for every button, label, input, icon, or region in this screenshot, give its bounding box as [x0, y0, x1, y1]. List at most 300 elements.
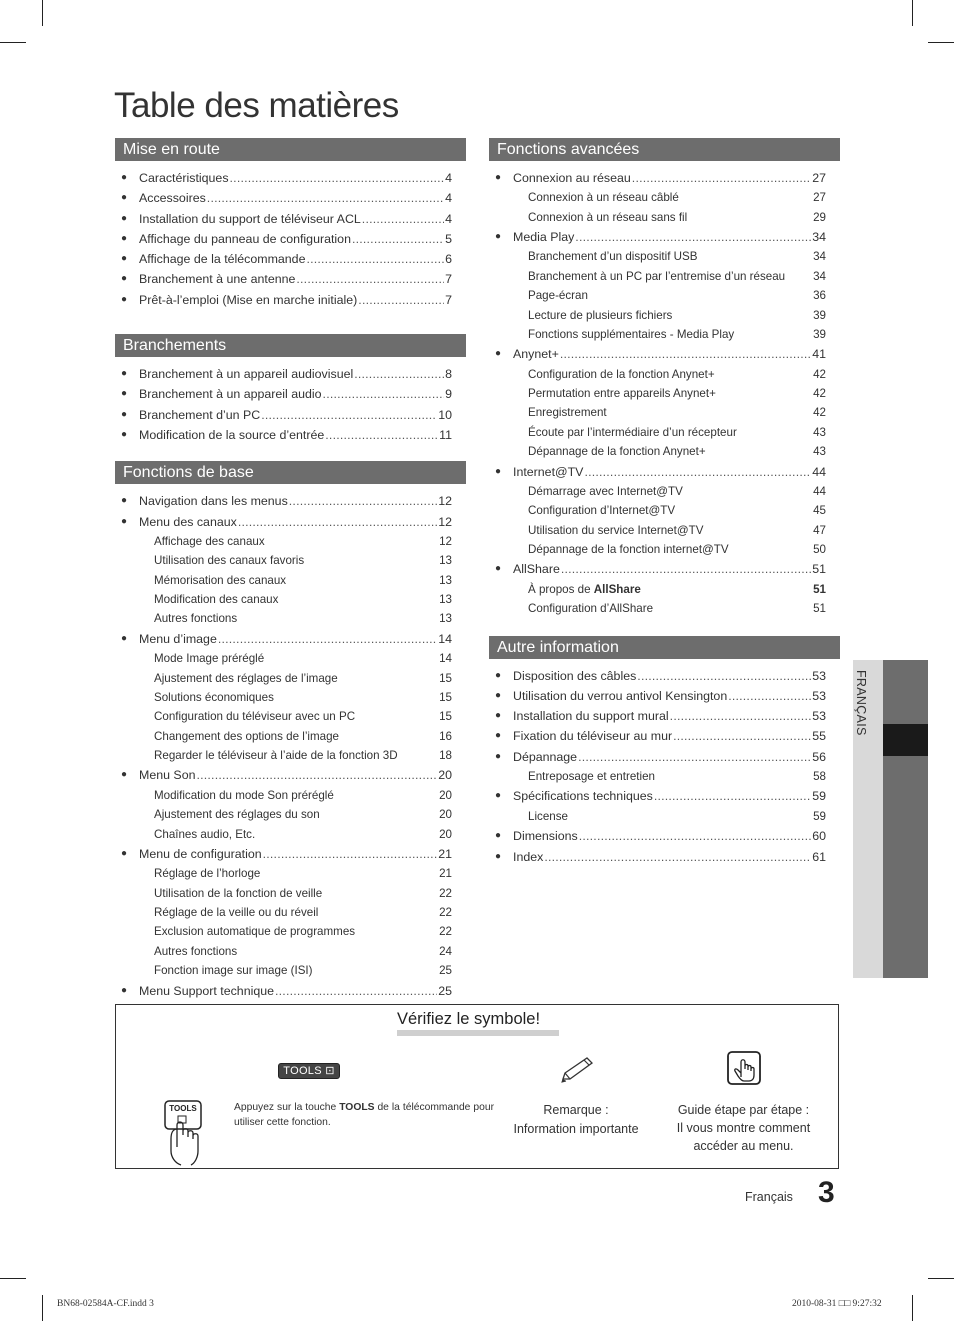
toc-subentry[interactable] [115, 707, 466, 726]
entry-label: Anynet+ [513, 347, 559, 362]
entry-page: 27 [812, 171, 826, 185]
subentry-label: Affichage des canaux [154, 534, 265, 548]
subentry-label: Réglage de l’horloge [154, 867, 261, 881]
subentry-label: Utilisation de la fonction de veille [154, 886, 323, 900]
dot-leader [362, 209, 444, 229]
toc-subentry[interactable] [489, 208, 840, 227]
toc-entry[interactable] [115, 188, 466, 208]
toc-entry[interactable] [115, 512, 466, 532]
toc-entry[interactable] [115, 844, 466, 864]
subentry-label: Configuration d’Internet@TV [528, 504, 676, 518]
toc-subentry[interactable] [489, 423, 840, 442]
toc-subentry[interactable] [115, 551, 466, 570]
subentry-label: Connexion à un réseau sans fil [528, 210, 688, 224]
bullet-icon: ● [121, 192, 128, 204]
subentry-page: 39 [813, 308, 826, 322]
toc-entry[interactable] [115, 765, 466, 785]
bullet-icon: ● [121, 368, 128, 380]
entry-label: Branchement à un appareil audiovisuel [139, 367, 354, 382]
toc-subentry[interactable] [489, 325, 840, 344]
guide-line1: Guide étape par étape : [677, 1103, 810, 1117]
tools-desc-after: de la télécommande pour utiliser cette fonction. [234, 1102, 494, 1128]
entry-label: Accessoires [139, 191, 206, 206]
dot-leader [584, 462, 811, 482]
entry-label: Media Play [513, 230, 575, 245]
entry-label: Prêt-à-l’emploi (Mise en marche initiale) [139, 292, 358, 307]
toc-subentry[interactable] [115, 922, 466, 941]
subentry-page: 42 [813, 406, 826, 420]
toc-subentry[interactable] [489, 767, 840, 786]
subentry-label: Démarrage avec Internet@TV [528, 484, 683, 498]
entry-label: Fixation du téléviseur au mur [513, 729, 673, 744]
toc-subentry[interactable] [489, 306, 840, 325]
dot-leader [637, 666, 811, 686]
entry-page: 12 [438, 514, 452, 529]
toc-subentry[interactable] [489, 247, 840, 266]
crop-mark [928, 42, 954, 43]
dot-leader [289, 491, 437, 511]
subentry-label: Configuration du téléviseur avec un PC [154, 710, 356, 724]
toc-entry[interactable] [115, 269, 466, 289]
toc-entry[interactable] [115, 405, 466, 425]
toc-subentry[interactable] [115, 571, 466, 590]
toc-entry[interactable] [489, 847, 840, 867]
dot-leader [560, 344, 811, 364]
entry-label: Caractéristiques [139, 171, 229, 185]
toc-subentry[interactable] [115, 805, 466, 824]
entry-page: 4 [445, 191, 452, 206]
toc-entry[interactable] [115, 425, 466, 445]
toc-left-column [115, 138, 466, 1001]
bullet-icon: ● [121, 632, 128, 644]
subentry-page: 47 [813, 523, 826, 537]
toc-subentry[interactable] [489, 599, 840, 618]
toc-entry[interactable] [115, 384, 466, 404]
entry-page: 53 [812, 668, 826, 683]
section-heading: Fonctions de base [115, 461, 466, 484]
page-title: Table des matières [114, 86, 399, 125]
toc-list [489, 168, 840, 619]
side-tab-dark [883, 660, 928, 978]
toc-entry[interactable] [489, 686, 840, 706]
entry-label: Menu Son [139, 768, 196, 783]
subentry-page: 45 [813, 504, 826, 518]
entry-page: 61 [812, 850, 826, 865]
subentry-label: Connexion à un réseau câblé [528, 191, 679, 205]
subentry-page: 20 [439, 808, 452, 822]
bullet-icon: ● [121, 495, 128, 507]
guide-text [661, 1101, 826, 1155]
subentry-label: Réglage de la veille ou du réveil [154, 906, 319, 919]
section-branchements [115, 334, 466, 445]
toc-entry[interactable] [489, 559, 840, 579]
toc-subentry[interactable] [489, 521, 840, 540]
toc-entry[interactable] [489, 726, 840, 746]
subentry-label: Dépannage de la fonction internet@TV [528, 543, 729, 557]
toc-subentry[interactable] [115, 649, 466, 668]
remark-line1: Remarque : [543, 1103, 609, 1117]
subentry-page: 18 [439, 749, 452, 763]
dot-leader [196, 765, 437, 785]
print-date-info: 2010-08-31 □□ 9:27:32 [792, 1299, 882, 1309]
entry-page: 11 [439, 427, 452, 442]
entry-page: 53 [812, 688, 826, 703]
toc-subentry[interactable] [115, 590, 466, 609]
dot-leader [296, 269, 444, 289]
toc-subentry[interactable] [115, 746, 466, 765]
entry-page: 9 [445, 387, 452, 402]
entry-page: 4 [445, 171, 452, 185]
entry-label: Connexion au réseau [513, 171, 631, 185]
toc-entry[interactable] [115, 209, 466, 229]
subentry-page: 29 [813, 210, 826, 224]
crop-mark [42, 1295, 43, 1321]
toc-subentry[interactable] [115, 825, 466, 844]
subentry-label: License [528, 809, 568, 823]
toc-list [115, 168, 466, 310]
bullet-icon: ● [495, 790, 502, 802]
entry-page: 7 [445, 272, 452, 287]
toc-subentry[interactable] [489, 365, 840, 384]
subentry-page: 12 [439, 534, 452, 548]
dot-leader [654, 786, 811, 806]
toc-entry[interactable] [489, 227, 840, 247]
subentry-label: Autres fonctions [154, 944, 238, 958]
dot-leader [673, 726, 811, 746]
entry-label: Menu d’image [139, 631, 217, 646]
section-mise-en-route [115, 138, 466, 310]
subentry-label: Mode Image préréglé [154, 652, 265, 666]
bullet-icon: ● [121, 769, 128, 781]
toc-entry[interactable] [115, 364, 466, 384]
entry-page: 41 [812, 347, 826, 362]
toc-subentry[interactable] [489, 286, 840, 305]
dot-leader [561, 559, 811, 579]
entry-label: Dépannage [513, 749, 578, 764]
entry-page: 56 [812, 749, 826, 764]
bullet-icon: ● [495, 750, 502, 762]
entry-page: 44 [812, 464, 826, 479]
subentry-label: Fonctions supplémentaires - Media Play [528, 327, 735, 341]
subentry-label: Page-écran [528, 289, 588, 303]
toc-subentry[interactable] [115, 903, 466, 922]
dot-leader [575, 227, 811, 247]
entry-page: 53 [812, 709, 826, 724]
subentry-label: Regarder le téléviseur à l’aide de la fonction 3D [154, 749, 398, 763]
toc-subentry[interactable] [115, 669, 466, 688]
entry-label: Dimensions [513, 829, 578, 844]
bullet-icon: ● [121, 253, 128, 265]
section-heading: Autre information [489, 636, 840, 659]
bullet-icon: ● [121, 172, 128, 183]
tools-desc-before: Appuyez sur la touche [234, 1102, 340, 1113]
subentry-label [528, 580, 641, 599]
entry-page: 14 [438, 631, 452, 646]
toc-entry[interactable] [115, 981, 466, 1001]
entry-label: Menu des canaux [139, 514, 237, 529]
subentry-page: 20 [439, 827, 452, 841]
entry-label: Installation du support de téléviseur ACL [139, 211, 361, 226]
entry-label: Navigation dans les menus [139, 494, 288, 509]
subentry-page: 25 [439, 964, 452, 978]
entry-label: Modification de la source d’entrée [139, 427, 325, 442]
bullet-icon: ● [121, 515, 128, 527]
subentry-page: 15 [439, 690, 452, 704]
bullet-icon: ● [495, 172, 502, 183]
subentry-page: 13 [439, 573, 452, 587]
dot-leader [261, 405, 437, 425]
toc-subentry[interactable] [115, 864, 466, 883]
entry-label: Internet@TV [513, 464, 584, 479]
subentry-page: 14 [439, 652, 452, 666]
dot-leader [275, 981, 437, 1001]
bullet-icon: ● [121, 232, 128, 244]
subentry-label: Chaînes audio, Etc. [154, 827, 256, 841]
section-heading: Branchements [115, 334, 466, 357]
toc-subentry[interactable] [115, 609, 466, 628]
toc-entry[interactable] [115, 249, 466, 269]
tools-badge-label: TOOLS [283, 1065, 322, 1077]
bullet-icon: ● [121, 212, 128, 224]
subentry-label: Ajustement des réglages du son [154, 808, 320, 822]
allshare-brand: AllShare [593, 582, 641, 596]
toc-entry[interactable] [489, 168, 840, 188]
entry-page: 34 [812, 230, 826, 245]
dot-leader [579, 826, 811, 846]
subentry-page: 15 [439, 671, 452, 685]
subentry-page: 13 [439, 612, 452, 626]
subentry-page: 20 [439, 788, 452, 802]
subentry-label: Exclusion automatique de programmes [154, 925, 356, 939]
toc-subentry[interactable] [489, 384, 840, 403]
tools-desc-bold: TOOLS [339, 1102, 375, 1113]
subentry-page: 59 [813, 809, 826, 823]
bullet-icon: ● [495, 669, 502, 681]
entry-page: 5 [445, 231, 452, 246]
remark-line2: Information importante [513, 1122, 639, 1136]
subentry-page: 13 [439, 593, 452, 607]
toc-list [115, 364, 466, 445]
toc-entry[interactable] [489, 344, 840, 364]
subentry-page: 22 [439, 925, 452, 939]
bullet-icon: ● [495, 830, 502, 842]
entry-page: 6 [445, 252, 452, 267]
toc-subentry[interactable] [115, 688, 466, 707]
subentry-label: Permutation entre appareils Anynet+ [528, 387, 716, 401]
subentry-page: 51 [813, 582, 826, 596]
toc-subentry[interactable] [489, 501, 840, 520]
bullet-icon: ● [121, 847, 128, 859]
toc-entry[interactable] [489, 706, 840, 726]
symbol-title: Vérifiez le symbole! [397, 1010, 541, 1028]
dot-leader [230, 168, 445, 188]
toc-subentry[interactable] [489, 482, 840, 501]
subentry-label: Modification des canaux [154, 593, 279, 607]
dot-leader [354, 364, 444, 384]
subentry-label: Entreposage et entretien [528, 770, 655, 783]
symbol-title-underline [397, 1030, 559, 1036]
crop-mark [42, 0, 43, 26]
entry-page: 25 [438, 983, 452, 998]
toc-entry[interactable] [489, 826, 840, 846]
section-heading: Mise en route [115, 138, 466, 161]
toc-subentry[interactable] [115, 961, 466, 980]
subentry-label: Configuration de la fonction Anynet+ [528, 367, 715, 381]
entry-page: 12 [438, 494, 452, 509]
entry-page: 59 [812, 789, 826, 804]
subentry-page: 21 [439, 867, 452, 881]
pencil-note-icon [559, 1055, 595, 1090]
entry-label: Disposition des câbles [513, 668, 637, 683]
entry-label: AllShare [513, 562, 560, 577]
entry-label: Menu de configuration [139, 846, 262, 861]
subentry-page: 22 [439, 906, 452, 919]
dot-leader [325, 425, 438, 445]
entry-page: 51 [812, 562, 826, 577]
side-tab-marker [883, 724, 928, 756]
subentry-page: 43 [813, 425, 826, 439]
footer-language: Français [745, 1190, 793, 1204]
remark-text [496, 1101, 656, 1139]
subentry-page: 27 [813, 191, 826, 205]
subentry-page: 22 [439, 886, 452, 900]
bullet-icon: ● [121, 293, 128, 305]
subentry-label: Mémorisation des canaux [154, 573, 287, 587]
subentry-label: Utilisation des canaux favoris [154, 554, 305, 568]
dot-leader [306, 249, 444, 269]
tools-description [234, 1100, 494, 1130]
bullet-icon: ● [121, 388, 128, 400]
entry-label: Affichage du panneau de configuration [139, 231, 351, 246]
toc-entry[interactable] [115, 629, 466, 649]
entry-label: Affichage de la télécommande [139, 252, 306, 267]
entry-page: 7 [445, 292, 452, 307]
toc-entry[interactable] [115, 229, 466, 249]
toc-subentry[interactable] [489, 807, 840, 826]
subentry-page: 15 [439, 710, 452, 724]
subentry-label: Lecture de plusieurs fichiers [528, 308, 673, 322]
toc-entry[interactable] [489, 786, 840, 806]
bullet-icon: ● [121, 428, 128, 440]
dot-leader [218, 629, 437, 649]
dot-leader [263, 844, 438, 864]
subentry-page: 36 [813, 289, 826, 303]
dot-leader [632, 168, 811, 188]
toc-entry[interactable] [489, 462, 840, 482]
entry-label: Spécifications techniques [513, 789, 653, 804]
page-number: 3 [818, 1176, 835, 1209]
entry-label: Branchement à un appareil audio [139, 387, 322, 402]
step-guide-icon [727, 1051, 761, 1090]
subentry-label: Solutions économiques [154, 690, 274, 704]
entry-label: Installation du support mural [513, 709, 669, 724]
symbol-legend-box [115, 1004, 839, 1169]
subentry-page: 43 [813, 445, 826, 459]
subentry-label: Changement des options de l’image [154, 729, 339, 743]
crop-mark [912, 0, 913, 26]
dot-leader [670, 706, 812, 726]
subentry-label: Écoute par l’intermédiaire d’un récepteur [528, 425, 737, 439]
section-heading: Fonctions avancées [489, 138, 840, 161]
bullet-icon: ● [495, 689, 502, 701]
subentry-page: 34 [813, 269, 826, 283]
bullet-icon: ● [121, 984, 128, 996]
toc-subentry[interactable] [489, 442, 840, 461]
bullet-icon: ● [495, 231, 502, 243]
toc-subentry[interactable] [115, 786, 466, 805]
bullet-icon: ● [121, 408, 128, 420]
bullet-icon: ● [495, 563, 502, 575]
toc-entry[interactable] [115, 491, 466, 511]
subentry-page: 42 [813, 387, 826, 401]
subentry-page: 42 [813, 367, 826, 381]
subentry-label: Modification du mode Son préréglé [154, 788, 334, 802]
entry-page: 4 [445, 211, 452, 226]
toc-list [115, 491, 466, 1001]
subentry-label: Dépannage de la fonction Anynet+ [528, 445, 706, 459]
crop-mark [928, 1278, 954, 1279]
entry-page: 60 [812, 829, 826, 844]
toc-subentry[interactable] [489, 580, 840, 599]
tools-button-label: TOOLS [169, 1104, 197, 1113]
toc-entry[interactable] [489, 666, 840, 686]
subentry-label: Configuration d’AllShare [528, 602, 654, 616]
entry-page: 8 [445, 367, 452, 382]
toc-entry[interactable] [489, 747, 840, 767]
print-file-info: BN68-02584A-CF.indd 3 [57, 1299, 154, 1309]
bullet-icon: ● [495, 851, 502, 863]
crop-mark [0, 1278, 26, 1279]
entry-label: Branchement d’un PC [139, 407, 261, 422]
toc-subentry[interactable] [115, 884, 466, 903]
toc-subentry[interactable] [489, 188, 840, 207]
toc-right-column [489, 138, 840, 868]
subentry-label-prefix: À propos de [528, 582, 594, 596]
section-fonctions-de-base [115, 461, 466, 1001]
toc-subentry[interactable] [115, 727, 466, 746]
entry-page: 55 [812, 729, 826, 744]
subentry-label: Autres fonctions [154, 612, 238, 626]
toc-subentry[interactable] [115, 532, 466, 551]
bullet-icon: ● [495, 348, 502, 360]
subentry-label: Branchement d’un dispositif USB [528, 250, 698, 264]
section-autre-information [489, 636, 840, 868]
subentry-label: Utilisation du service Internet@TV [528, 523, 704, 537]
section-fonctions-avancees [489, 138, 840, 619]
dot-leader [728, 686, 811, 706]
subentry-label: Enregistrement [528, 406, 607, 420]
entry-label: Branchement à une antenne [139, 272, 296, 287]
toc-subentry[interactable] [489, 403, 840, 422]
toc-entry[interactable] [115, 168, 466, 188]
side-tab-language[interactable]: FRANÇAIS [854, 670, 868, 736]
entry-page: 10 [438, 407, 452, 422]
entry-page: 20 [438, 768, 452, 783]
tools-remote-hand-icon [161, 1099, 207, 1172]
toc-subentry[interactable] [115, 942, 466, 961]
toc-subentry[interactable] [489, 540, 840, 559]
dot-leader [352, 229, 444, 249]
subentry-page: 39 [813, 327, 826, 341]
bullet-icon: ● [121, 273, 128, 285]
toc-entry[interactable] [115, 290, 466, 310]
subentry-page: 24 [439, 944, 452, 958]
bullet-icon: ● [495, 465, 502, 477]
dot-leader [544, 847, 811, 867]
entry-page: 21 [438, 846, 452, 861]
subentry-label: Branchement à un PC par l’entremise d’un réseau [528, 269, 786, 283]
toc-subentry[interactable] [489, 267, 840, 286]
